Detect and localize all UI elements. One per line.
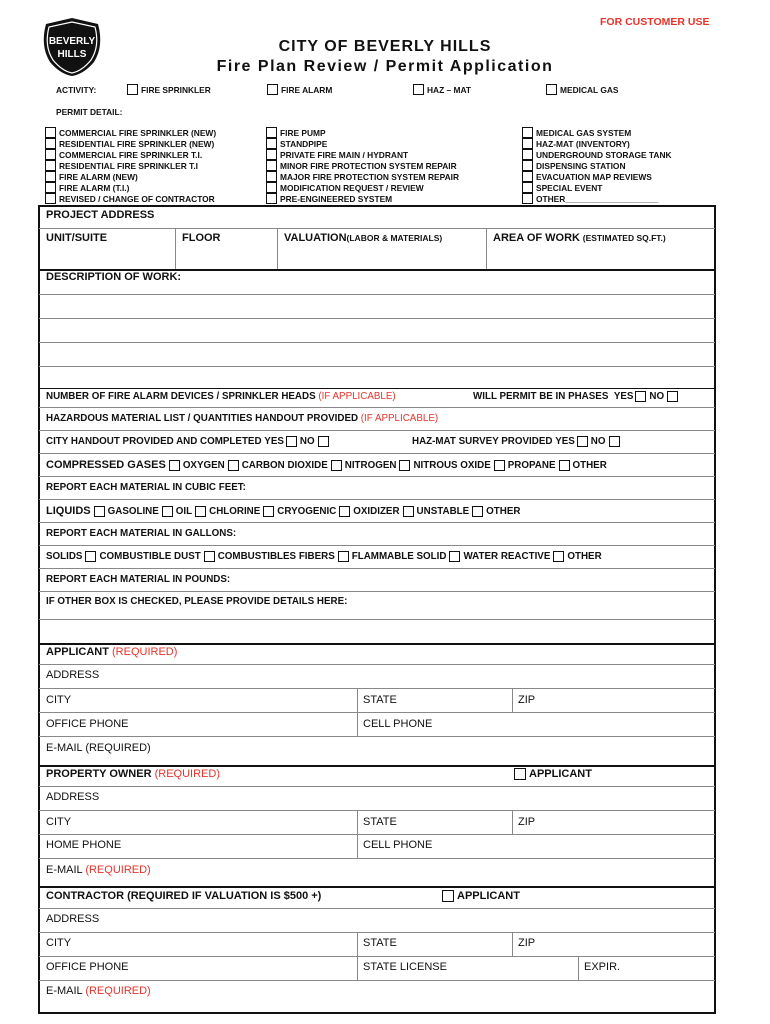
permit-option-checkbox[interactable]: FIRE ALARM (T.I.): [45, 182, 216, 193]
hazmat-list-label: HAZARDOUS MATERIAL LIST / QUANTITIES HANDOUT PROVIDED (IF APPLICABLE): [46, 413, 439, 424]
checkbox-icon: [522, 171, 533, 182]
activity-fire-sprinkler-checkbox[interactable]: FIRE SPRINKLER: [127, 84, 211, 95]
permit-option-checkbox[interactable]: DISPENSING STATION: [522, 160, 672, 171]
gas-checkbox[interactable]: [228, 460, 239, 471]
checkbox-icon: [45, 182, 56, 193]
activity-fire-alarm-checkbox[interactable]: FIRE ALARM: [267, 84, 332, 95]
compressed-gases-row: COMPRESSED GASES OXYGEN CARBON DIOXIDE NITROGEN NITROUS OXIDE PROPANE OTHER: [46, 459, 607, 471]
permit-option-checkbox[interactable]: COMMERCIAL FIRE SPRINKLER T.I.: [45, 149, 216, 160]
checkbox-icon: [45, 171, 56, 182]
checkbox-icon: [45, 127, 56, 138]
solids-row: SOLIDS COMBUSTIBLE DUST COMBUSTIBLES FIBERS FLAMMABLE SOLID WATER REACTIVE OTHER: [46, 551, 602, 562]
project-address-label: PROJECT ADDRESS: [46, 209, 155, 221]
permit-option-checkbox[interactable]: EVACUATION MAP REVIEWS: [522, 171, 672, 182]
description-label: DESCRIPTION OF WORK:: [46, 271, 182, 283]
survey-yes-checkbox[interactable]: [577, 436, 588, 447]
applicant-zip-field[interactable]: ZIP: [518, 694, 536, 706]
area-of-work-label: AREA OF WORK (ESTIMATED SQ.FT.): [493, 232, 666, 244]
liquid-checkbox[interactable]: [403, 506, 414, 517]
applicant-office-phone-field[interactable]: OFFICE PHONE: [46, 718, 129, 730]
checkbox-icon: [45, 160, 56, 171]
contractor-address-field[interactable]: ADDRESS: [46, 913, 100, 925]
liquid-checkbox[interactable]: [94, 506, 105, 517]
liquids-report-label: REPORT EACH MATERIAL IN GALLONS:: [46, 528, 237, 539]
owner-city-field[interactable]: CITY: [46, 816, 72, 828]
svg-text:BEVERLY: BEVERLY: [48, 36, 96, 47]
applicant-address-field[interactable]: ADDRESS: [46, 669, 100, 681]
checkbox-icon: [514, 768, 526, 780]
checkbox-icon: [45, 149, 56, 160]
gases-report-label: REPORT EACH MATERIAL IN CUBIC FEET:: [46, 482, 246, 493]
activity-label: ACTIVITY:: [56, 84, 97, 95]
checkbox-icon: [522, 149, 533, 160]
svg-text:HILLS: HILLS: [57, 49, 87, 60]
permit-option-checkbox[interactable]: MODIFICATION REQUEST / REVIEW: [266, 182, 459, 193]
permit-option-checkbox[interactable]: COMMERCIAL FIRE SPRINKLER (NEW): [45, 127, 216, 138]
checkbox-icon: [522, 182, 533, 193]
permit-detail-label: PERMIT DETAIL:: [56, 106, 123, 117]
applicant-email-field[interactable]: E-MAIL (REQUIRED): [46, 742, 151, 754]
permit-option-checkbox[interactable]: RESIDENTIAL FIRE SPRINKLER T.I: [45, 160, 216, 171]
gas-checkbox[interactable]: [494, 460, 505, 471]
checkbox-icon: [45, 193, 56, 204]
handout-no-checkbox[interactable]: [318, 436, 329, 447]
checkbox-icon: [267, 84, 278, 95]
checkbox-icon: [413, 84, 424, 95]
survey-no-checkbox[interactable]: [609, 436, 620, 447]
handout-yes-checkbox[interactable]: [286, 436, 297, 447]
liquids-row: LIQUIDS GASOLINE OIL CHLORINE CRYOGENIC OXIDIZER UNSTABLE OTHER: [46, 505, 521, 517]
customer-use-note: FOR CUSTOMER USE: [600, 16, 710, 28]
permit-option-checkbox[interactable]: MAJOR FIRE PROTECTION SYSTEM REPAIR: [266, 171, 459, 182]
permit-option-checkbox[interactable]: FIRE PUMP: [266, 127, 459, 138]
devices-label: NUMBER OF FIRE ALARM DEVICES / SPRINKLER HEADS (IF APPLICABLE): [46, 391, 396, 402]
form-title: Fire Plan Review / Permit Application: [216, 58, 554, 75]
owner-zip-field[interactable]: ZIP: [518, 816, 536, 828]
contractor-same-as-applicant-checkbox[interactable]: APPLICANT: [442, 890, 520, 902]
permit-option-checkbox[interactable]: FIRE ALARM (NEW): [45, 171, 216, 182]
owner-title: PROPERTY OWNER (REQUIRED): [46, 768, 220, 780]
activity-hazmat-checkbox[interactable]: HAZ – MAT: [413, 84, 471, 95]
owner-same-as-applicant-checkbox[interactable]: APPLICANT: [514, 768, 592, 780]
permit-option-checkbox[interactable]: MINOR FIRE PROTECTION SYSTEM REPAIR: [266, 160, 459, 171]
checkbox-icon: [266, 182, 277, 193]
permit-option-checkbox[interactable]: RESIDENTIAL FIRE SPRINKLER (NEW): [45, 138, 216, 149]
checkbox-icon: [522, 127, 533, 138]
checkbox-icon: [546, 84, 557, 95]
liquid-checkbox[interactable]: [339, 506, 350, 517]
permit-option-checkbox[interactable]: HAZ-MAT (INVENTORY): [522, 138, 672, 149]
solid-checkbox[interactable]: [338, 551, 349, 562]
permit-detail-col1: [45, 127, 216, 204]
contractor-title: CONTRACTOR (REQUIRED IF VALUATION IS $500 +): [46, 890, 322, 902]
checkbox-icon: [266, 149, 277, 160]
other-details-label: IF OTHER BOX IS CHECKED, PLEASE PROVIDE DETAILS HERE:: [46, 596, 348, 607]
city-name: CITY OF BEVERLY HILLS: [278, 38, 492, 55]
phases-no-checkbox[interactable]: [667, 391, 678, 402]
owner-home-phone-field[interactable]: HOME PHONE: [46, 839, 122, 851]
checkbox-icon: [522, 138, 533, 149]
solids-report-label: REPORT EACH MATERIAL IN POUNDS:: [46, 574, 231, 585]
permit-option-checkbox[interactable]: REVISED / CHANGE OF CONTRACTOR: [45, 193, 216, 204]
liquid-checkbox[interactable]: [162, 506, 173, 517]
owner-address-field[interactable]: ADDRESS: [46, 791, 100, 803]
permit-detail-col2: [266, 127, 459, 204]
contractor-city-field[interactable]: CITY: [46, 937, 72, 949]
hazmat-survey-question: HAZ-MAT SURVEY PROVIDED YES NO: [412, 436, 623, 447]
applicant-city-field[interactable]: CITY: [46, 694, 72, 706]
contractor-expiration-field[interactable]: EXPIR.: [584, 961, 621, 973]
permit-option-checkbox[interactable]: PRE-ENGINEERED SYSTEM: [266, 193, 459, 204]
permit-option-checkbox[interactable]: STANDPIPE: [266, 138, 459, 149]
applicant-state-field[interactable]: STATE: [363, 694, 397, 706]
gas-checkbox[interactable]: [169, 460, 180, 471]
gas-checkbox[interactable]: [399, 460, 410, 471]
contractor-office-phone-field[interactable]: OFFICE PHONE: [46, 961, 129, 973]
owner-cell-phone-field[interactable]: CELL PHONE: [363, 839, 433, 851]
phases-question: WILL PERMIT BE IN PHASES YES NO: [473, 391, 681, 402]
contractor-state-field[interactable]: STATE: [363, 937, 397, 949]
liquid-checkbox[interactable]: [263, 506, 274, 517]
gas-checkbox[interactable]: [331, 460, 342, 471]
checkbox-icon: [522, 193, 533, 204]
gas-checkbox[interactable]: [559, 460, 570, 471]
liquid-checkbox[interactable]: [472, 506, 483, 517]
permit-option-checkbox[interactable]: PRIVATE FIRE MAIN / HYDRANT: [266, 149, 459, 160]
checkbox-icon: [266, 127, 277, 138]
applicant-title: APPLICANT (REQUIRED): [46, 646, 178, 658]
checkbox-icon: [45, 138, 56, 149]
owner-email-field[interactable]: E-MAIL (REQUIRED): [46, 864, 151, 876]
permit-detail-col3: [522, 127, 672, 204]
permit-option-checkbox[interactable]: MEDICAL GAS SYSTEM: [522, 127, 672, 138]
unit-suite-label: UNIT/SUITE: [46, 232, 108, 244]
contractor-zip-field[interactable]: ZIP: [518, 937, 536, 949]
checkbox-icon: [127, 84, 138, 95]
permit-option-checkbox[interactable]: UNDERGROUND STORAGE TANK: [522, 149, 672, 160]
floor-label: FLOOR: [182, 232, 221, 244]
contractor-state-license-field[interactable]: STATE LICENSE: [363, 961, 447, 973]
permit-option-checkbox[interactable]: SPECIAL EVENT: [522, 182, 672, 193]
applicant-cell-phone-field[interactable]: CELL PHONE: [363, 718, 433, 730]
activity-medical-gas-checkbox[interactable]: MEDICAL GAS: [546, 84, 618, 95]
solid-checkbox[interactable]: [204, 551, 215, 562]
phases-yes-checkbox[interactable]: [635, 391, 646, 402]
checkbox-icon: [442, 890, 454, 902]
permit-option-checkbox[interactable]: OTHER____________________: [522, 193, 672, 204]
owner-state-field[interactable]: STATE: [363, 816, 397, 828]
solid-checkbox[interactable]: [553, 551, 564, 562]
liquid-checkbox[interactable]: [195, 506, 206, 517]
solid-checkbox[interactable]: [449, 551, 460, 562]
valuation-label: VALUATION(LABOR & MATERIALS): [284, 232, 443, 244]
checkbox-icon: [266, 138, 277, 149]
checkbox-icon: [522, 160, 533, 171]
checkbox-icon: [266, 171, 277, 182]
checkbox-icon: [266, 193, 277, 204]
city-handout-question: CITY HANDOUT PROVIDED AND COMPLETED YES NO: [46, 436, 332, 447]
checkbox-icon: [266, 160, 277, 171]
contractor-email-field[interactable]: E-MAIL (REQUIRED): [46, 985, 151, 997]
solid-checkbox[interactable]: [85, 551, 96, 562]
